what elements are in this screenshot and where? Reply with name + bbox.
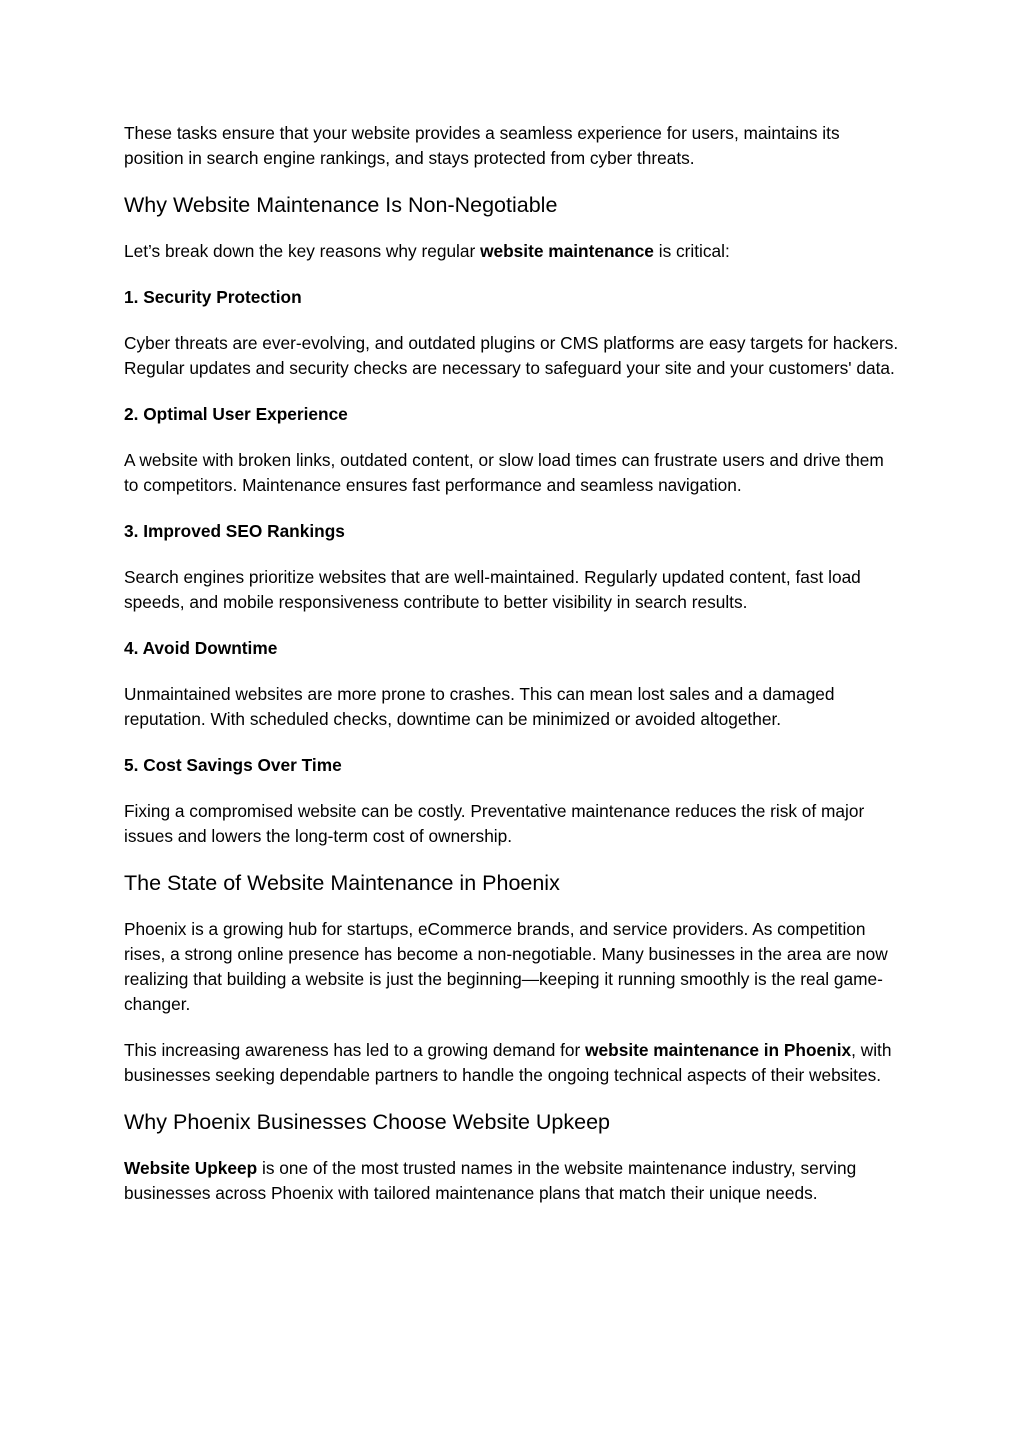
choose-text-after: is one of the most trusted names in the website maintenance industry, serving businesses across Phoenix with tailored maintenance plans that match their unique needs.	[124, 1158, 857, 1203]
reason-heading-cost-savings: 5. Cost Savings Over Time	[124, 755, 342, 775]
why-intro-text-after: is critical:	[653, 241, 730, 261]
reason-heading-downtime: 4. Avoid Downtime	[124, 638, 278, 658]
choose-paragraph	[124, 1156, 900, 1206]
reason-body-user-experience: A website with broken links, outdated content, or slow load times can frustrate users and drive them to competitors. Maintenance ensures fast performance and seamless navigation.	[124, 450, 884, 495]
reason-body-cost-savings: Fixing a compromised website can be costly. Preventative maintenance reduces the risk of major issues and lowers the long-term cost of ownership.	[124, 801, 865, 846]
state-paragraph-2	[124, 1038, 900, 1088]
reason-body-seo: Search engines prioritize websites that are well-maintained. Regularly updated content, fast load speeds, and mobile responsiveness contribute to better visibility in search results.	[124, 567, 861, 612]
document-page	[124, 121, 900, 1206]
state-paragraph-1: Phoenix is a growing hub for startups, eCommerce brands, and service providers. As competition rises, a strong online presence has become a non-negotiable. Many businesses in the area are now realizing that building a website is just the beginning—keeping it running smoothly is the real game-changer.	[124, 919, 888, 1014]
why-intro-bold: website maintenance	[480, 241, 654, 261]
reason-heading-security: 1. Security Protection	[124, 287, 302, 307]
why-intro-text-before: Let’s break down the key reasons why regular	[124, 241, 481, 261]
reason-heading-user-experience: 2. Optimal User Experience	[124, 404, 348, 424]
state-p2-text-after: , with businesses seeking dependable partners to handle the ongoing technical aspects of their websites.	[124, 1040, 892, 1085]
reason-body-downtime: Unmaintained websites are more prone to crashes. This can mean lost sales and a damaged reputation. With scheduled checks, downtime can be minimized or avoided altogether.	[124, 684, 835, 729]
why-intro-paragraph	[124, 239, 900, 264]
state-p2-bold: website maintenance in Phoenix	[585, 1040, 852, 1060]
section-heading-choose-upkeep: Why Phoenix Businesses Choose Website Upkeep	[124, 1110, 610, 1134]
section-heading-why-maintenance: Why Website Maintenance Is Non-Negotiable	[124, 193, 558, 217]
intro-paragraph: These tasks ensure that your website provides a seamless experience for users, maintains its position in search engine rankings, and stays protected from cyber threats.	[124, 123, 840, 168]
section-heading-state-phoenix: The State of Website Maintenance in Phoenix	[124, 871, 560, 895]
state-p2-text-before: This increasing awareness has led to a growing demand for	[124, 1040, 586, 1060]
reason-body-security: Cyber threats are ever-evolving, and outdated plugins or CMS platforms are easy targets for hackers. Regular updates and security checks are necessary to safeguard your site and your customers' data.	[124, 333, 899, 378]
choose-bold: Website Upkeep	[124, 1158, 258, 1178]
reason-heading-seo: 3. Improved SEO Rankings	[124, 521, 345, 541]
